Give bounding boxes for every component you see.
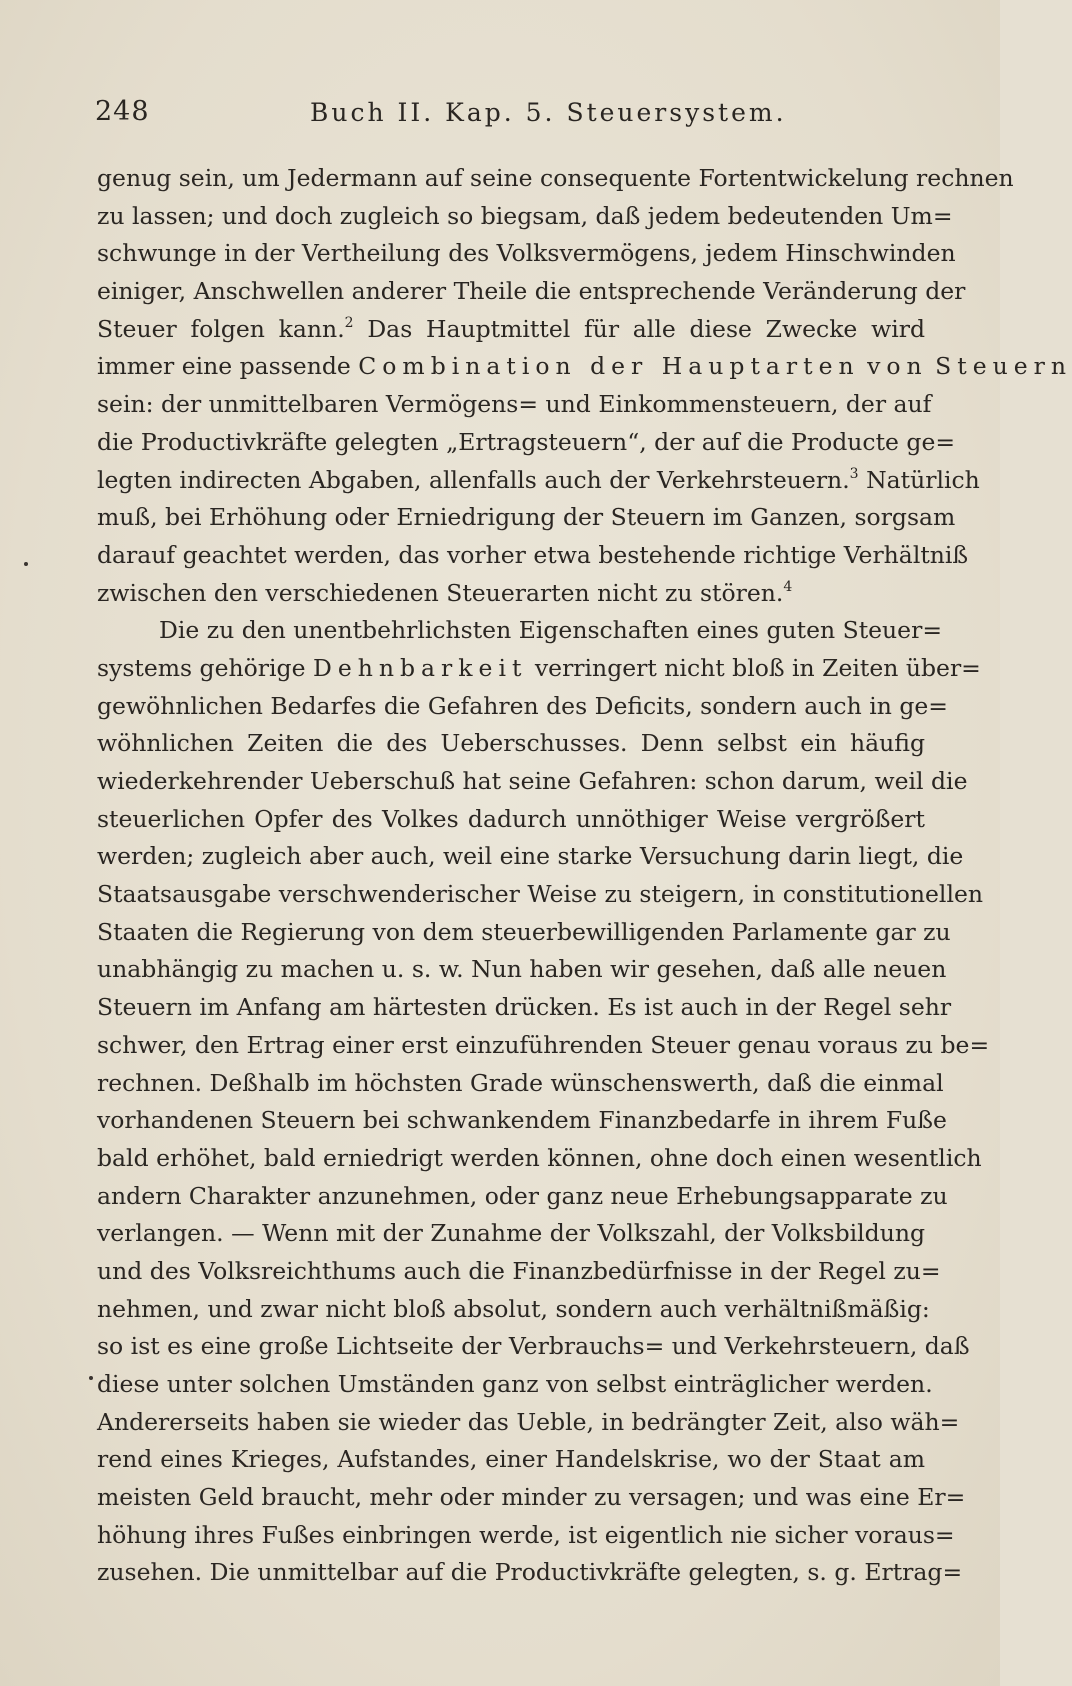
body-text bbox=[97, 160, 1072, 1592]
text-line: verlangen. — Wenn mit der Zunahme der Volkszahl, der Volksbildung bbox=[97, 1219, 926, 1248]
text-line: Steuern im Anfang am härtesten drücken. Es ist auch in der Regel sehr bbox=[97, 993, 952, 1022]
footnote-ref: 3 bbox=[849, 465, 859, 482]
text-segment: zwischen den verschiedenen Steuerarten nicht zu stören. bbox=[97, 578, 784, 607]
text-line: Staaten die Regierung von dem steuerbewilligenden Parlamente gar zu bbox=[97, 917, 951, 946]
text-line bbox=[97, 348, 1072, 386]
text-line bbox=[97, 311, 925, 349]
text-line: vorhandenen Steuern bei schwankendem Finanzbedarfe in ihrem Fuße bbox=[97, 1106, 947, 1135]
text-line: wöhnlichen Zeiten die des Ueberschusses. Denn selbst ein häufig bbox=[97, 729, 925, 758]
text-line: muß, bei Erhöhung oder Erniedrigung der Steuern im Ganzen, sorgsam bbox=[97, 503, 956, 532]
text-segment: verringert nicht bloß in Zeiten über= bbox=[534, 653, 981, 682]
text-line bbox=[97, 575, 925, 613]
text-segment: Steuer folgen kann. bbox=[97, 314, 345, 343]
text-segment: Das Hauptmittel für alle diese Zwecke wird bbox=[367, 314, 925, 343]
text-line bbox=[97, 462, 980, 500]
footnote-ref: 4 bbox=[783, 578, 793, 595]
text-line: schwer, den Ertrag einer erst einzuführenden Steuer genau voraus zu be= bbox=[97, 1030, 990, 1059]
text-line bbox=[97, 650, 981, 688]
emphasized-text: Dehnbarkeit bbox=[312, 653, 528, 682]
text-line: wiederkehrender Ueberschuß hat seine Gefahren: schon darum, weil die bbox=[97, 767, 968, 795]
footnote-ref: 2 bbox=[344, 314, 354, 331]
text-line: bald erhöhet, bald erniedrigt werden können, ohne doch einen wesentlich bbox=[97, 1143, 982, 1172]
margin-speck bbox=[24, 562, 28, 566]
text-segment: immer eine passende bbox=[97, 352, 351, 381]
text-line: andern Charakter anzunehmen, oder ganz neue Erhebungsapparate zu bbox=[97, 1181, 948, 1210]
text-line: Die zu den unentbehrlichsten Eigenschaften eines guten Steuer= bbox=[159, 616, 943, 645]
running-head: Buch II. Kap. 5. Steuersystem. bbox=[310, 98, 787, 127]
text-segment: Natürlich bbox=[866, 465, 980, 494]
text-line: höhung ihres Fußes einbringen werde, ist eigentlich nie sicher voraus= bbox=[97, 1520, 955, 1549]
text-line: unabhängig zu machen u. s. w. Nun haben wir gesehen, daß alle neuen bbox=[97, 955, 947, 984]
text-segment: legten indirecten Abgaben, allenfalls auch der Verkehrsteuern. bbox=[97, 465, 850, 494]
text-line: Staatsausgabe verschwenderischer Weise zu steigern, in constitutionellen bbox=[97, 880, 984, 909]
text-line: steuerlichen Opfer des Volkes dadurch unnöthiger Weise vergrößert bbox=[97, 804, 925, 833]
text-line: sein: der unmittelbaren Vermögens= und Einkommensteuern, der auf bbox=[97, 390, 932, 419]
text-line: zusehen. Die unmittelbar auf die Productivkräfte gelegten, s. g. Ertrag= bbox=[97, 1558, 963, 1587]
page-number: 248 bbox=[95, 96, 150, 127]
emphasized-text: von bbox=[867, 352, 928, 381]
text-line: diese unter solchen Umständen ganz von selbst einträglicher werden. bbox=[97, 1370, 933, 1398]
text-line: meisten Geld braucht, mehr oder minder zu versagen; und was eine Er= bbox=[97, 1483, 966, 1512]
emphasized-text: Steuern bbox=[935, 352, 1072, 381]
text-line: rend eines Krieges, Aufstandes, einer Handelskrise, wo der Staat am bbox=[97, 1445, 925, 1474]
text-line: darauf geachtet werden, das vorher etwa bestehende richtige Verhältniß bbox=[97, 540, 969, 569]
text-line: zu lassen; und doch zugleich so biegsam, daß jedem bedeutenden Um= bbox=[97, 201, 953, 230]
margin-speck bbox=[89, 1376, 93, 1380]
text-line: nehmen, und zwar nicht bloß absolut, sondern auch verhältnißmäßig: bbox=[97, 1294, 930, 1323]
page-header bbox=[95, 96, 925, 136]
text-line: rechnen. Deßhalb im höchsten Grade wünschenswerth, daß die einmal bbox=[97, 1068, 944, 1097]
text-segment: systems gehörige bbox=[97, 653, 306, 682]
text-line: werden; zugleich aber auch, weil eine starke Versuchung darin liegt, die bbox=[97, 842, 964, 871]
text-line: genug sein, um Jedermann auf seine consequente Fortentwickelung rechnen bbox=[97, 164, 1014, 192]
text-line: einiger, Anschwellen anderer Theile die entsprechende Veränderung der bbox=[97, 277, 966, 306]
text-line: so ist es eine große Lichtseite der Verbrauchs= und Verkehrsteuern, daß bbox=[97, 1332, 970, 1361]
text-line: schwunge in der Vertheilung des Volksvermögens, jedem Hinschwinden bbox=[97, 239, 956, 268]
text-line: Andererseits haben sie wieder das Ueble, in bedrängter Zeit, also wäh= bbox=[97, 1407, 960, 1436]
text-line: und des Volksreichthums auch die Finanzbedürfnisse in der Regel zu= bbox=[97, 1256, 941, 1285]
emphasized-text: Combination der Hauptarten bbox=[358, 352, 860, 381]
text-line: die Productivkräfte gelegten „Ertragsteuern“, der auf die Producte ge= bbox=[97, 427, 956, 456]
text-line: gewöhnlichen Bedarfes die Gefahren des Deficits, sondern auch in ge= bbox=[97, 691, 948, 720]
